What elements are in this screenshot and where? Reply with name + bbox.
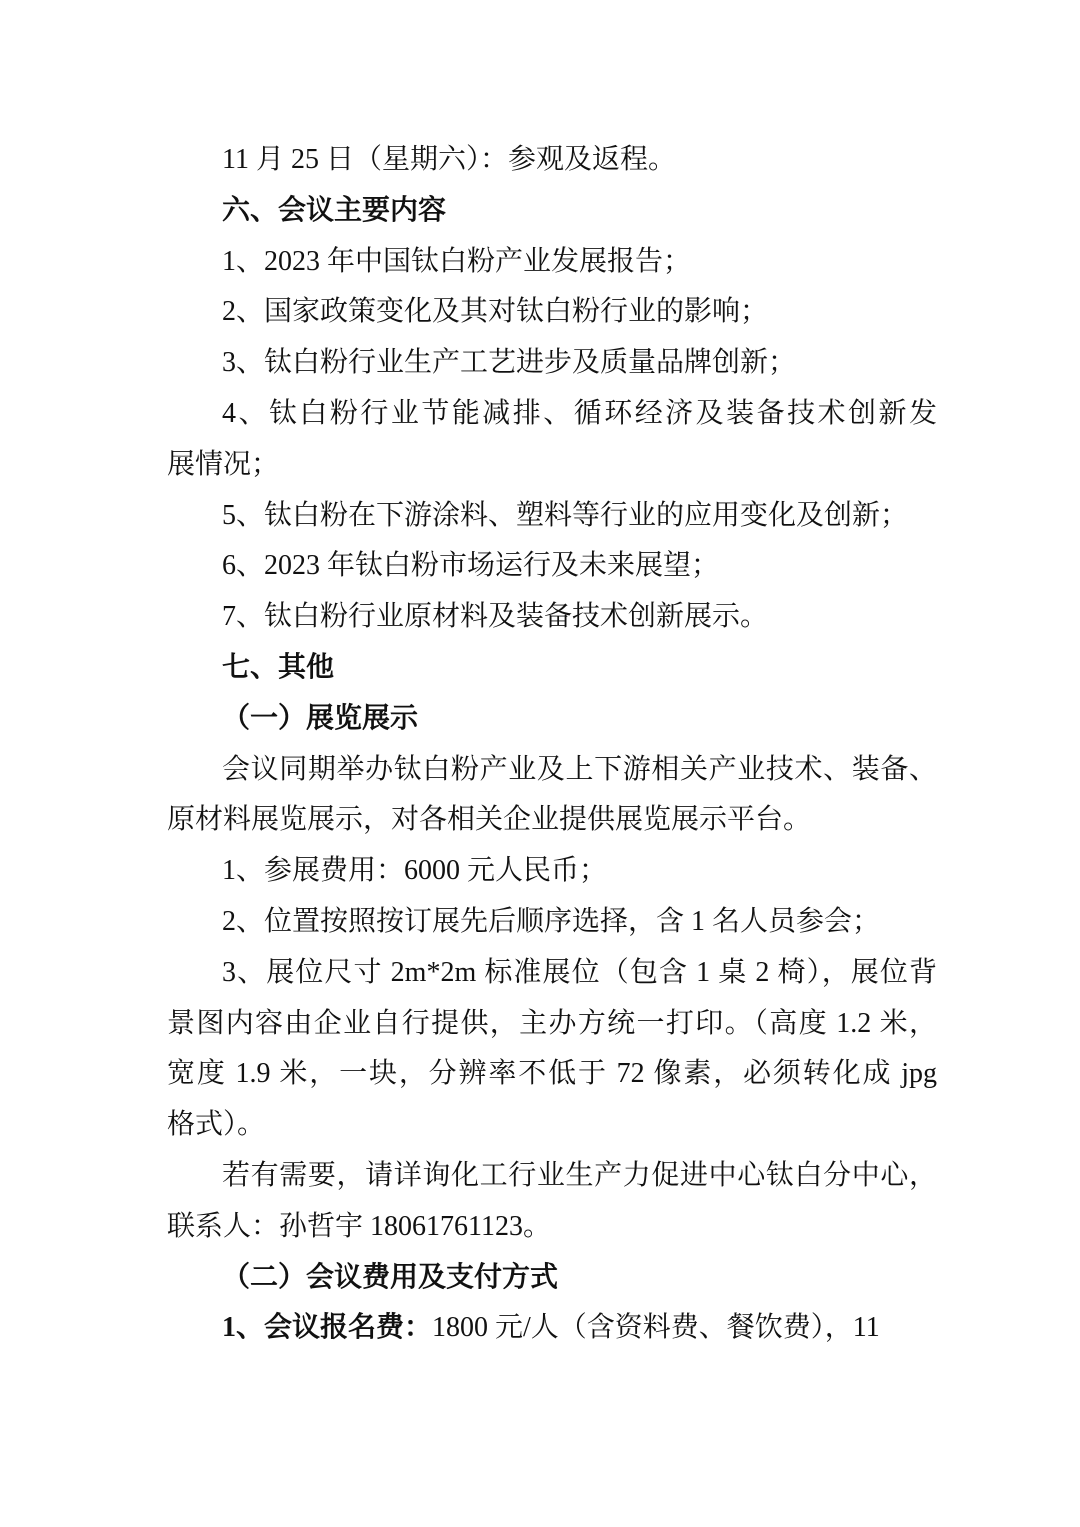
para-exhibition-line2: 原材料展览展示，对各相关企业提供展览展示平台。 [167,804,812,836]
item-6-4-line1: 4、钛白粉行业节能减排、循环经济及装备技术创新发 [222,397,937,429]
heading-section-6: 六、会议主要内容 [222,194,447,226]
item-6-7: 7、钛白粉行业原材料及装备技术创新展示。 [222,601,769,633]
registration-fee-label: 1、会议报名费： [222,1312,433,1344]
item-booth-selection: 2、位置按照按订展先后顺序选择，含 1 名人员参会； [222,905,881,937]
item-booth-spec-line4: 格式）。 [167,1109,266,1141]
item-booth-spec-line2: 景图内容由企业自行提供，主办方统一打印。（高度 1.2 米， [167,1007,937,1039]
item-6-6: 6、2023 年钛白粉市场运行及未来展望； [222,550,720,582]
item-booth-spec-line3: 宽度 1.9 米，一块，分辨率不低于 72 像素，必须转化成 jpg [167,1058,937,1090]
heading-7-sub2-fees: （二）会议费用及支付方式 [222,1261,559,1293]
registration-fee-detail: 1800 元/人（含资料费、餐饮费），11 [432,1312,880,1344]
document-body [167,135,937,1354]
para-contact-line2: 联系人：孙哲宇 18061761123。 [167,1210,551,1242]
line-nov25-schedule: 11 月 25 日（星期六）：参观及返程。 [222,144,676,175]
item-6-3: 3、钛白粉行业生产工艺进步及质量品牌创新； [222,347,797,379]
item-exhibition-fee: 1、参展费用：6000 元人民币； [222,855,608,887]
para-exhibition-line1: 会议同期举办钛白粉产业及上下游相关产业技术、装备、 [222,753,937,785]
item-6-2: 2、国家政策变化及其对钛白粉行业的影响； [222,296,769,328]
item-6-1: 1、2023 年中国钛白粉产业发展报告； [222,245,692,277]
item-6-4-line2: 展情况； [167,448,280,480]
heading-7-sub1-exhibition: （一）展览展示 [222,702,419,734]
heading-section-7: 七、其他 [222,651,335,683]
item-6-5: 5、钛白粉在下游涂料、塑料等行业的应用变化及创新； [222,499,909,531]
item-registration-fee [167,1303,937,1354]
para-contact-line1: 若有需要，请详询化工行业生产力促进中心钛白分中心， [222,1159,937,1191]
item-booth-spec-line1: 3、展位尺寸 2m*2m 标准展位（包含 1 桌 2 椅），展位背 [222,956,937,988]
